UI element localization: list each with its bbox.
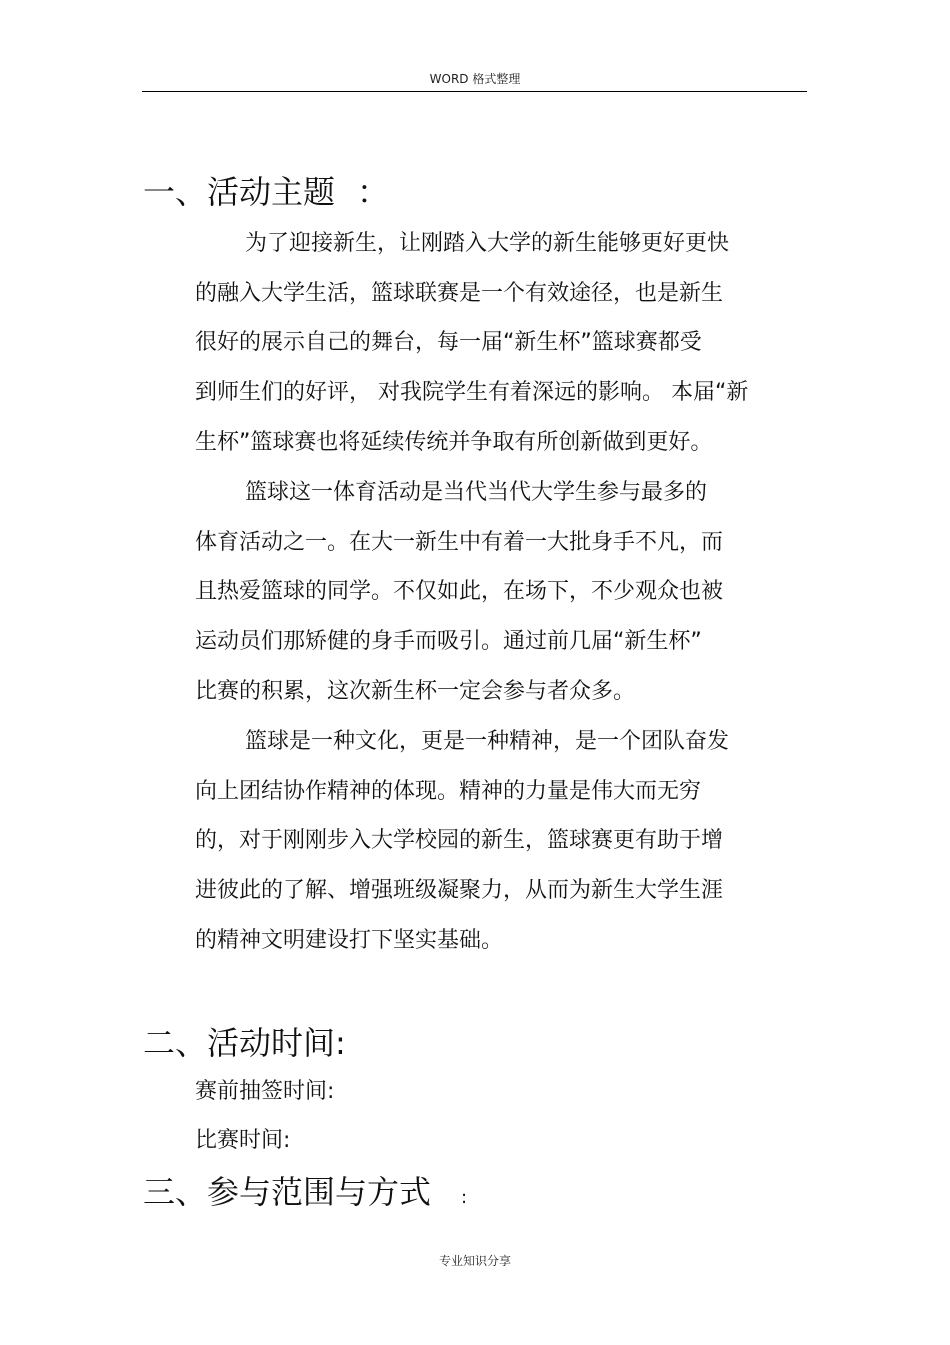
section-heading-time: 二、活动时间: [143,1024,346,1062]
section-heading-scope-colon: : [461,1187,468,1208]
paragraph-line: 为了迎接新生，让刚踏入大学的新生能够更好更快 [245,231,730,256]
section-heading-scope-text: 三、参与范围与方式 [143,1173,432,1211]
header-rule [142,91,807,92]
paragraph-line: 比赛的积累，这次新生杯一定会参与者众多。 [195,679,636,704]
paragraph-line: 篮球这一体育活动是当代当代大学生参与最多的 [245,480,708,505]
paragraph-line: 很好的展示自己的舞台，每一届“新生杯”篮球赛都受 [195,330,702,355]
page-header: WORD 格式整理 [429,72,521,86]
page-footer: 专业知识分享 [438,1254,511,1268]
time-item-match: 比赛时间: [195,1128,291,1153]
paragraph-line: 的融入大学生活，篮球联赛是一个有效途径，也是新生 [195,281,724,306]
paragraph-line: 进彼此的了解、增强班级凝聚力，从而为新生大学生涯 [195,878,724,903]
section-heading-theme-colon: ： [357,173,390,211]
paragraph-line: 篮球是一种文化，更是一种精神，是一个团队奋发 [245,729,730,754]
paragraph-line: 的，对于刚刚步入大学校园的新生，篮球赛更有助于增 [195,828,724,853]
paragraph-line: 的精神文明建设打下坚实基础。 [195,928,504,953]
section-heading-theme-text: 一、活动主题 [143,173,336,211]
time-item-draw: 赛前抽签时间: [195,1079,335,1104]
section-heading-theme [143,172,389,212]
section-heading-scope [143,1172,467,1218]
paragraph-line: 且热爱篮球的同学。不仅如此，在场下，不少观众也被 [195,579,724,604]
paragraph-line: 向上团结协作精神的体现。精神的力量是伟大而无穷 [195,779,702,804]
paragraph-line: 到师生们的好评， 对我院学生有着深远的影响。 本届“新 [195,380,749,405]
paragraph-line: 体育活动之一。在大一新生中有着一大批身手不凡，而 [195,530,724,555]
paragraph-line: 运动员们那矫健的身手而吸引。通过前几届“新生杯” [195,629,702,654]
paragraph-line: 生杯”篮球赛也将延续传统并争取有所创新做到更好。 [195,430,713,455]
